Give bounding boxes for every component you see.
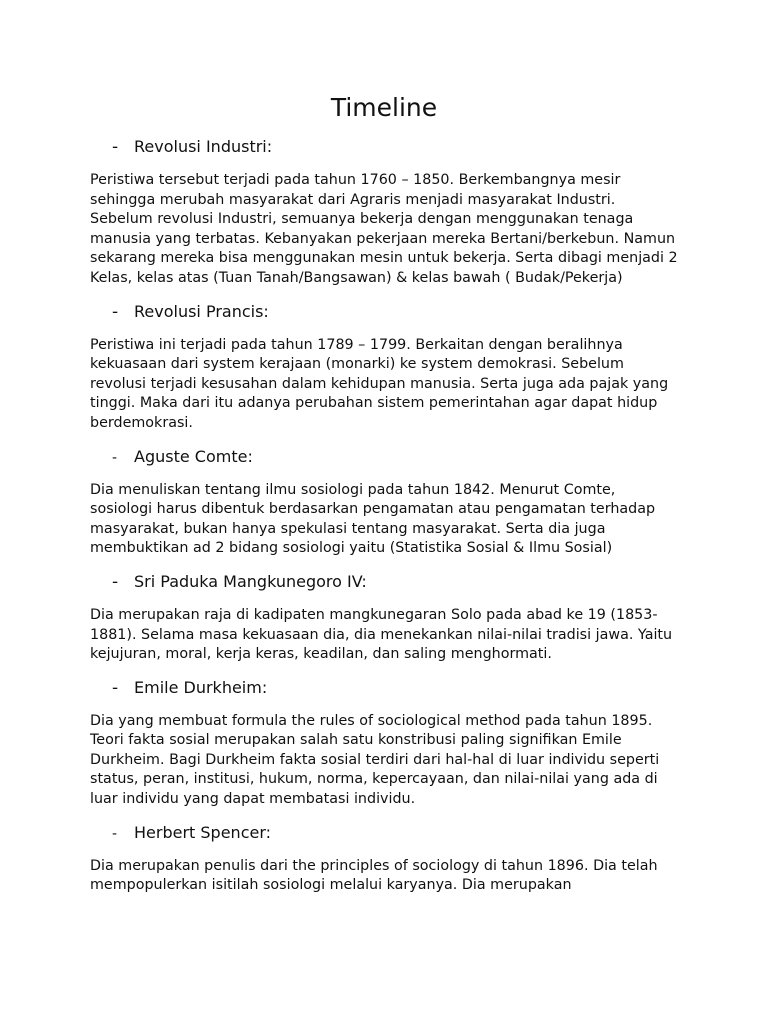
section-heading-text — [134, 569, 367, 594]
bullet-dash: - — [112, 449, 118, 466]
heading-colon: : — [247, 446, 253, 466]
heading-colon: : — [261, 677, 268, 697]
heading-label: Sri Paduka Mangkunegoro IV — [134, 571, 362, 591]
section-heading — [90, 299, 680, 324]
section-heading-text — [134, 820, 271, 845]
section-aguste-comte — [90, 444, 680, 559]
section-body: Peristiwa tersebut terjadi pada tahun 1760 – 1850. Berkembangnya mesir sehingga merubah masyarakat dari Agraris menjadi masyarakat Industri. Sebelum revolusi Industri, semuanya bekerja dengan menggunakan tenaga manusia yang terbatas. Kebanyakan pekerjaan mereka Bertani/berkebun. Namun sekarang mereka bisa menggunakan mesin untuk bekerja. Serta dibagi menjadi 2 Kelas, kelas atas (Tuan Tanah/Bangsawan) & kelas bawah ( Budak/Pekerja) — [90, 172, 678, 286]
heading-colon: : — [265, 822, 272, 842]
section-heading — [90, 569, 680, 594]
section-emile-durkheim — [90, 675, 680, 810]
bullet-dash: - — [112, 825, 118, 842]
section-body: Peristiwa ini terjadi pada tahun 1789 – 1799. Berkaitan dengan beralihnya kekuasaan dari system kerajaan (monarki) ke system demokrasi. Sebelum revolusi terjadi kesusahan dalam kehidupan manusia. Serta juga ada pajak yang tinggi. Maka dari itu adanya perubahan sistem pemerintahan agar dapat hidup berdemokrasi. — [90, 336, 669, 431]
timeline-sections — [90, 134, 680, 906]
bullet-dash: - — [112, 301, 119, 322]
bullet-dash: - — [112, 571, 119, 592]
section-heading-text — [134, 675, 267, 700]
section-heading-text — [134, 134, 272, 159]
heading-label: Revolusi Prancis — [134, 301, 264, 321]
section-revolusi-prancis — [90, 299, 680, 434]
section-heading — [90, 675, 680, 700]
heading-colon: : — [266, 137, 273, 156]
heading-label: Revolusi Industri — [134, 137, 267, 156]
section-heading — [90, 820, 680, 845]
section-heading — [90, 444, 680, 469]
section-body: Dia menuliskan tentang ilmu sosiologi pada tahun 1842. Menurut Comte, sosiologi harus dibentuk berdasarkan pengamatan atau pengamatan terhadap masyarakat, bukan hanya spekulasi tentang masyarakat. Serta dia juga membuktikan ad 2 bidang sosiologi yaitu (Statistika Sosial & Ilmu Sosial) — [90, 481, 656, 557]
heading-label: Herbert Spencer — [134, 822, 266, 842]
section-revolusi-industri — [90, 134, 680, 289]
section-body: Dia yang membuat formula the rules of sociological method pada tahun 1895. Teori fakta sosial merupakan salah satu konstribusi paling signifikan Emile Durkheim. Bagi Durkheim fakta sosial terdiri dari hal-hal di luar individu seperti status, peran, institusi, hukum, norma, kepercayaan, dan nilai-nilai yang ada di luar individu yang dapat membatasi individu. — [90, 712, 660, 808]
section-herbert-spencer — [90, 820, 680, 896]
heading-colon: : — [361, 571, 367, 591]
heading-colon: : — [263, 301, 269, 321]
bullet-dash: - — [112, 677, 119, 698]
section-body: Dia merupakan raja di kadipaten mangkunegaran Solo pada abad ke 19 (1853-1881). Selama masa kekuasaan dia, dia menekankan nilai-nilai tradisi jawa. Yaitu kejujuran, moral, kerja keras, keadilan, dan saling menghormati. — [90, 606, 673, 663]
section-heading-text — [134, 299, 269, 324]
heading-label: Aguste Comte — [134, 446, 248, 466]
section-heading-text — [134, 444, 253, 469]
bullet-dash: - — [112, 137, 119, 157]
page-title: Timeline — [330, 93, 438, 122]
section-body: Dia merupakan penulis dari the principles of sociology di tahun 1896. Dia telah mempopulerkan isitilah sosiologi melalui karyanya. Dia merupakan — [90, 857, 658, 894]
heading-label: Emile Durkheim — [134, 677, 262, 697]
section-heading — [90, 134, 680, 159]
section-mangkunegoro — [90, 569, 680, 665]
